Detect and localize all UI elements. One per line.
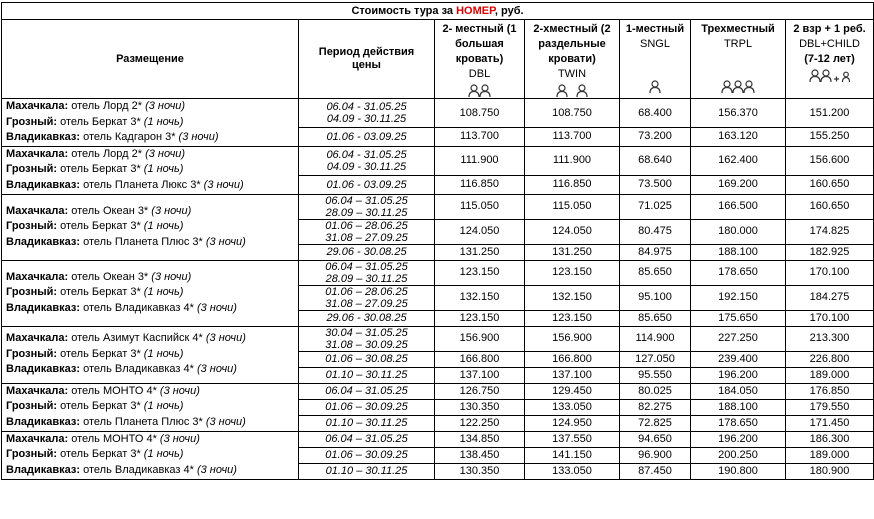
price-cell: 156.900 [435, 326, 525, 351]
hotel-name: отель МОНТО 4* [68, 384, 160, 397]
hotel-nights: (3 ночи) [159, 384, 200, 397]
hotel-nights: (3 ночи) [159, 432, 200, 445]
period-range: 01.06 – 30.09.25 [325, 449, 408, 462]
hotel-line [6, 99, 298, 115]
price-cell: 127.050 [620, 351, 691, 367]
hotel-line [6, 285, 298, 301]
hotel-nights: (1 ночь) [143, 400, 184, 413]
price-cell: 71.025 [620, 194, 691, 219]
price-cell: 82.275 [620, 399, 691, 415]
price-cell: 213.300 [786, 326, 874, 351]
price-cell: 130.350 [435, 399, 525, 415]
header-col-extra: (7-12 лет) [804, 53, 855, 65]
hotel-city: Грозный: [6, 347, 58, 360]
price-cell: 200.250 [691, 447, 786, 463]
period-cell [299, 244, 435, 260]
two-adults-plus-child-icon [786, 68, 873, 81]
hotel-name: отель Планета Плюс 3* [80, 415, 206, 428]
hotel-name: отель Азимут Каспийск 4* [68, 332, 206, 345]
table-row [2, 431, 874, 447]
period-cell [299, 128, 435, 147]
period-cell [299, 219, 435, 244]
price-cell: 133.050 [525, 399, 620, 415]
hotel-name: отель Беркат 3* [57, 448, 144, 461]
price-cell: 184.275 [786, 285, 874, 310]
period-range: 31.08 – 27.09.25 [325, 231, 408, 244]
hotel-name: отель Беркат 3* [57, 286, 144, 299]
hotel-name: отель Беркат 3* [57, 220, 144, 233]
price-cell: 179.550 [786, 399, 874, 415]
hotel-line [6, 362, 298, 378]
hotel-cell [2, 260, 299, 326]
price-cell: 84.975 [620, 244, 691, 260]
hotel-nights: (3 ночи) [196, 463, 237, 476]
price-cell: 80.025 [620, 383, 691, 399]
price-cell: 123.150 [435, 260, 525, 285]
hotel-name: отель Лорд 2* [68, 100, 146, 112]
table-row [2, 260, 874, 285]
title-suffix: , руб. [494, 4, 524, 17]
hotel-city: Владикавказ: [6, 463, 81, 476]
hotel-city: Владикавказ: [6, 178, 81, 191]
price-cell: 95.550 [620, 367, 691, 383]
hotel-city: Грозный: [6, 400, 58, 413]
price-cell: 113.700 [435, 128, 525, 147]
price-cell: 180.000 [691, 219, 786, 244]
period-cell [299, 367, 435, 383]
price-cell: 174.825 [786, 219, 874, 244]
price-cell: 130.350 [435, 463, 525, 479]
table-title [2, 3, 874, 20]
one-person-icon [620, 79, 690, 92]
hotel-nights: (3 ночи) [145, 147, 186, 160]
header-col-code: DBL [468, 68, 491, 80]
hotel-city: Махачкала: [6, 147, 69, 160]
hotel-name: отель Беркат 3* [57, 400, 144, 413]
period-range: 30.04 – 31.05.25 [325, 326, 408, 339]
table-row [2, 194, 874, 219]
hotel-name: отель МОНТО 4* [68, 432, 160, 445]
header-col-label: 2- местный (1 большая кровать) [442, 23, 517, 65]
hotel-city: Владикавказ: [6, 301, 81, 314]
price-cell: 176.850 [786, 383, 874, 399]
period-range: 04.09 - 30.11.25 [326, 160, 407, 173]
period-range: 06.04 - 31.05.25 [326, 101, 407, 114]
price-cell: 131.250 [435, 244, 525, 260]
hotel-nights: (1 ночь) [143, 286, 184, 299]
hotel-cell [2, 326, 299, 383]
price-cell: 111.900 [525, 146, 620, 175]
header-placement: Размещение [2, 20, 299, 99]
period-range: 01.06 - 03.09.25 [326, 130, 407, 143]
price-cell: 108.750 [525, 99, 620, 128]
price-cell: 166.500 [691, 194, 786, 219]
price-cell: 137.550 [525, 431, 620, 447]
price-cell: 73.200 [620, 128, 691, 147]
header-col-twin [525, 20, 620, 99]
period-range: 01.10 – 30.11.25 [325, 369, 408, 382]
header-col-sngl [620, 20, 691, 99]
hotel-city: Грозный: [6, 163, 58, 176]
period-cell [299, 351, 435, 367]
hotel-name: отель Океан 3* [68, 204, 152, 217]
two-persons-separate-icon [525, 83, 619, 96]
hotel-nights: (1 ночь) [143, 163, 184, 176]
price-cell: 108.750 [435, 99, 525, 128]
price-cell: 129.450 [525, 383, 620, 399]
hotel-line [6, 204, 298, 220]
hotel-line [6, 432, 298, 448]
price-cell: 85.650 [620, 310, 691, 326]
period-range: 29.06 - 30.08.25 [326, 246, 407, 259]
header-col-code: SNGL [640, 38, 670, 50]
period-range: 01.06 – 28.06.25 [325, 219, 408, 232]
hotel-name: отель Планета Люкс 3* [80, 178, 204, 191]
hotel-name: отель Владикавказ 4* [80, 463, 197, 476]
price-cell: 114.900 [620, 326, 691, 351]
header-col-label: 1-местный [625, 23, 685, 35]
period-range: 04.09 - 30.11.25 [326, 113, 407, 126]
hotel-city: Махачкала: [6, 384, 69, 397]
price-cell: 72.825 [620, 415, 691, 431]
price-cell: 115.050 [525, 194, 620, 219]
period-cell [299, 399, 435, 415]
header-col-trpl [691, 20, 786, 99]
hotel-line [6, 147, 298, 163]
header-col-dbl [435, 20, 525, 99]
period-cell [299, 431, 435, 447]
hotel-line [6, 415, 298, 431]
hotel-line [6, 447, 298, 463]
table-row [2, 326, 874, 351]
price-cell: 73.500 [620, 175, 691, 194]
hotel-city: Владикавказ: [6, 131, 81, 144]
hotel-name: отель Беркат 3* [57, 115, 144, 128]
price-cell: 126.750 [435, 383, 525, 399]
hotel-name: отель Планета Плюс 3* [80, 235, 206, 248]
header-period: Период действия цены [299, 20, 435, 99]
price-cell: 180.900 [786, 463, 874, 479]
hotel-nights: (3 ночи) [196, 301, 237, 314]
period-range: 01.10 – 30.11.25 [325, 465, 408, 478]
price-cell: 189.000 [786, 447, 874, 463]
price-cell: 169.200 [691, 175, 786, 194]
price-cell: 155.250 [786, 128, 874, 147]
period-range: 01.10 – 30.11.25 [325, 417, 408, 430]
period-cell [299, 175, 435, 194]
price-cell: 80.475 [620, 219, 691, 244]
header-col-label: Трехместный [701, 23, 775, 35]
hotel-name: отель Владикавказ 4* [80, 363, 197, 376]
header-col-code: TRPL [723, 38, 753, 50]
period-range: 31.08 – 27.09.25 [325, 297, 408, 310]
period-range: 01.06 – 30.08.25 [325, 353, 408, 366]
table-row [2, 146, 874, 175]
hotel-nights: (1 ночь) [143, 347, 184, 360]
three-persons-icon [691, 79, 785, 92]
hotel-nights: (3 ночи) [178, 131, 219, 144]
price-cell: 178.650 [691, 415, 786, 431]
price-cell: 122.250 [435, 415, 525, 431]
period-range: 01.06 - 03.09.25 [326, 178, 407, 191]
price-cell: 196.200 [691, 431, 786, 447]
price-cell: 162.400 [691, 146, 786, 175]
period-cell [299, 383, 435, 399]
hotel-line [6, 301, 298, 317]
period-cell [299, 194, 435, 219]
price-cell: 95.100 [620, 285, 691, 310]
hotel-nights: (3 ночи) [151, 204, 192, 217]
price-cell: 170.100 [786, 310, 874, 326]
hotel-city: Грозный: [6, 286, 58, 299]
hotel-name: отель Владикавказ 4* [80, 301, 197, 314]
hotel-line [6, 331, 298, 347]
hotel-nights: (3 ночи) [203, 178, 244, 191]
price-cell: 133.050 [525, 463, 620, 479]
hotel-nights: (3 ночи) [205, 332, 246, 345]
hotel-name: отель Океан 3* [68, 270, 152, 283]
price-cell: 137.100 [525, 367, 620, 383]
hotel-city: Владикавказ: [6, 235, 81, 248]
price-cell: 170.100 [786, 260, 874, 285]
price-cell: 156.900 [525, 326, 620, 351]
price-cell: 227.250 [691, 326, 786, 351]
price-cell: 156.600 [786, 146, 874, 175]
price-cell: 141.150 [525, 447, 620, 463]
hotel-nights: (3 ночи) [145, 100, 186, 112]
period-range: 06.04 – 31.05.25 [325, 433, 408, 446]
period-cell [299, 326, 435, 351]
price-cell: 156.370 [691, 99, 786, 128]
price-cell: 188.100 [691, 399, 786, 415]
price-cell: 115.050 [435, 194, 525, 219]
price-cell: 134.850 [435, 431, 525, 447]
price-cell: 151.200 [786, 99, 874, 128]
price-cell: 137.100 [435, 367, 525, 383]
hotel-name: отель Беркат 3* [57, 163, 144, 176]
price-cell: 131.250 [525, 244, 620, 260]
price-cell: 196.200 [691, 367, 786, 383]
price-cell: 116.850 [435, 175, 525, 194]
hotel-line [6, 130, 298, 146]
price-cell: 175.650 [691, 310, 786, 326]
price-cell: 160.650 [786, 175, 874, 194]
price-cell: 123.150 [525, 260, 620, 285]
hotel-nights: (3 ночи) [205, 415, 246, 428]
price-cell: 163.120 [691, 128, 786, 147]
hotel-nights: (3 ночи) [205, 235, 246, 248]
price-cell: 87.450 [620, 463, 691, 479]
period-cell [299, 447, 435, 463]
period-range: 28.09 – 30.11.25 [325, 272, 408, 285]
hotel-line [6, 162, 298, 178]
period-cell [299, 415, 435, 431]
header-col-code: TWIN [557, 68, 587, 80]
hotel-cell [2, 431, 299, 479]
header-col-child [786, 20, 874, 99]
hotel-line [6, 384, 298, 400]
hotel-name: отель Кадгарон 3* [80, 131, 179, 144]
price-cell: 124.050 [525, 219, 620, 244]
hotel-city: Махачкала: [6, 204, 69, 217]
period-cell [299, 285, 435, 310]
hotel-city: Махачкала: [6, 332, 69, 345]
hotel-cell [2, 194, 299, 260]
period-range: 06.04 – 31.05.25 [325, 385, 408, 398]
hotel-city: Владикавказ: [6, 415, 81, 428]
price-cell: 239.400 [691, 351, 786, 367]
period-range: 28.09 – 30.11.25 [325, 206, 408, 219]
hotel-line [6, 270, 298, 286]
period-cell [299, 463, 435, 479]
hotel-nights: (1 ночь) [143, 448, 184, 461]
hotel-name: отель Беркат 3* [57, 347, 144, 360]
hotel-nights: (1 ночь) [143, 220, 184, 233]
hotel-name: отель Лорд 2* [68, 147, 146, 160]
title-prefix: Стоимость тура за [351, 4, 457, 17]
period-range: 29.06 - 30.08.25 [326, 312, 407, 325]
hotel-line [6, 178, 298, 194]
price-cell: 124.050 [435, 219, 525, 244]
price-cell: 184.050 [691, 383, 786, 399]
hotel-city: Грозный: [6, 115, 58, 128]
price-cell: 188.100 [691, 244, 786, 260]
period-cell [299, 146, 435, 175]
price-cell: 160.650 [786, 194, 874, 219]
price-cell: 96.900 [620, 447, 691, 463]
hotel-line [6, 347, 298, 363]
price-cell: 189.000 [786, 367, 874, 383]
price-cell: 182.925 [786, 244, 874, 260]
title-highlight: НОМЕР [456, 4, 495, 17]
header-col-label: 2-хместный (2 раздельные кровати) [533, 23, 611, 65]
price-cell: 132.150 [525, 285, 620, 310]
period-cell [299, 310, 435, 326]
period-range: 06.04 – 31.05.25 [325, 194, 408, 207]
hotel-line [6, 115, 298, 131]
hotel-city: Грозный: [6, 448, 58, 461]
price-cell: 138.450 [435, 447, 525, 463]
hotel-line [6, 219, 298, 235]
hotel-line [6, 235, 298, 251]
period-range: 31.08 – 30.09.25 [325, 338, 408, 351]
price-cell: 111.900 [435, 146, 525, 175]
price-cell: 171.450 [786, 415, 874, 431]
price-cell: 178.650 [691, 260, 786, 285]
period-range: 01.06 – 28.06.25 [325, 285, 408, 298]
price-cell: 186.300 [786, 431, 874, 447]
hotel-city: Махачкала: [6, 432, 69, 445]
price-cell: 68.400 [620, 99, 691, 128]
header-col-code: DBL+CHILD [799, 38, 860, 50]
price-cell: 166.800 [435, 351, 525, 367]
price-cell: 124.950 [525, 415, 620, 431]
price-cell: 68.640 [620, 146, 691, 175]
price-cell: 226.800 [786, 351, 874, 367]
two-persons-icon [435, 83, 524, 96]
hotel-cell [2, 146, 299, 194]
hotel-cell [2, 99, 299, 147]
price-cell: 123.150 [435, 310, 525, 326]
hotel-nights: (3 ночи) [151, 270, 192, 283]
period-range: 06.04 - 31.05.25 [326, 148, 407, 161]
period-range: 06.04 – 31.05.25 [325, 260, 408, 273]
price-cell: 190.800 [691, 463, 786, 479]
header-col-label: 2 взр + 1 реб. [793, 23, 866, 35]
hotel-nights: (3 ночи) [196, 363, 237, 376]
hotel-line [6, 399, 298, 415]
hotel-line [6, 463, 298, 479]
price-cell: 116.850 [525, 175, 620, 194]
hotel-city: Махачкала: [6, 100, 69, 112]
price-cell: 94.650 [620, 431, 691, 447]
price-cell: 166.800 [525, 351, 620, 367]
price-cell: 132.150 [435, 285, 525, 310]
period-range: 01.06 – 30.09.25 [325, 401, 408, 414]
tour-price-table [1, 2, 874, 480]
table-row [2, 383, 874, 399]
price-cell: 123.150 [525, 310, 620, 326]
price-cell: 85.650 [620, 260, 691, 285]
hotel-city: Владикавказ: [6, 363, 81, 376]
price-cell: 192.150 [691, 285, 786, 310]
period-cell [299, 260, 435, 285]
table-row [2, 99, 874, 128]
hotel-cell [2, 383, 299, 431]
period-cell [299, 99, 435, 128]
hotel-city: Махачкала: [6, 270, 69, 283]
hotel-city: Грозный: [6, 220, 58, 233]
price-cell: 113.700 [525, 128, 620, 147]
hotel-nights: (1 ночь) [143, 115, 184, 128]
